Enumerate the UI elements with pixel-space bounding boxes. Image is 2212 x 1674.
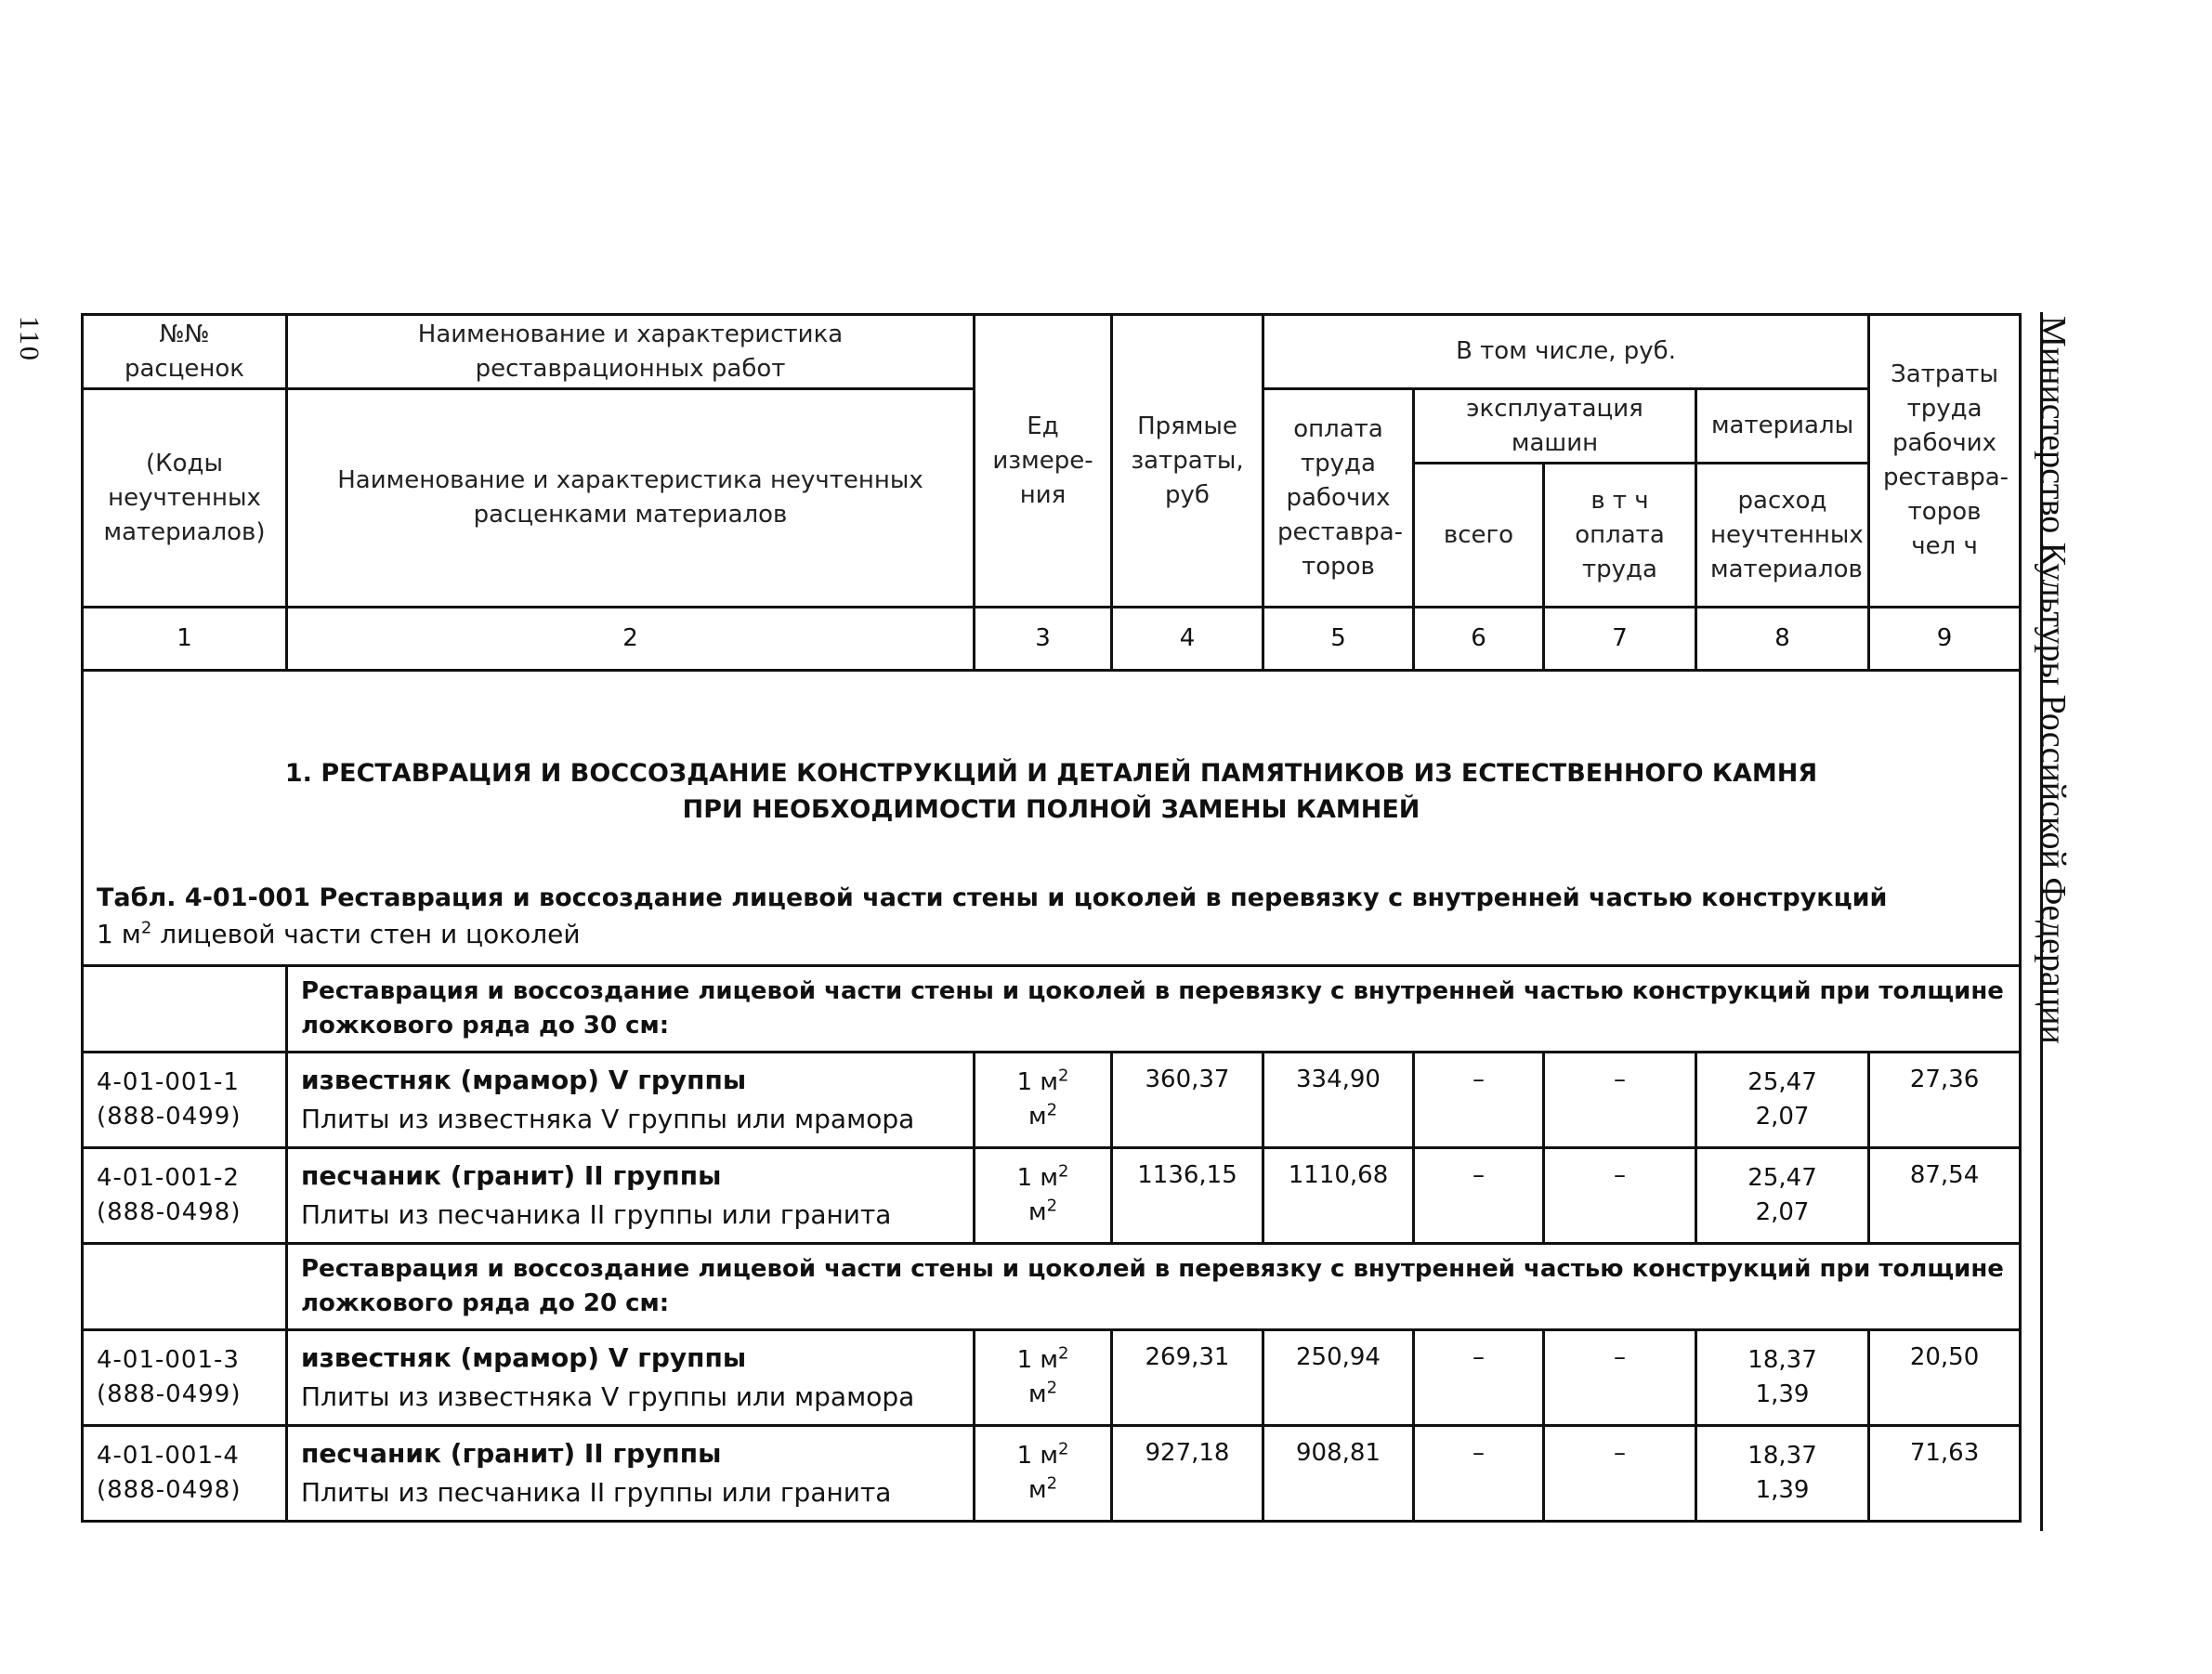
table-title: Табл. 4-01-001 Реставрация и воссоздание лицевой части стены и цоколей в перевязку с внутренней частью конструкций — [97, 883, 1888, 912]
rate-unit: 1 $м^2$ $м^2$ — [975, 1148, 1112, 1244]
header-codes: №№ расценок — [83, 315, 287, 389]
group-heading: Реставрация и воссоздание лицевой части стены и цоколей в перевязку с внутренней частью конструкций при толщине ложкового ряда до 20 см: — [287, 1244, 2021, 1330]
machines-labor: – — [1544, 1148, 1696, 1244]
direct-cost: 927,18 — [1112, 1426, 1263, 1522]
section-header — [83, 671, 2021, 966]
header-direct: Прямые затраты, руб — [1112, 315, 1263, 608]
machines-labor: – — [1544, 1426, 1696, 1522]
header-materials-usage: расход неучтенных материалов — [1696, 464, 1869, 608]
header-unit: Ед измере-ния — [975, 315, 1112, 608]
labor-cost: 908,81 — [1263, 1426, 1414, 1522]
header-works: Наименование и характеристика реставрационных работ — [287, 315, 975, 389]
table-unit: 1 $м^2$ лицевой части стен и цоколей — [97, 918, 581, 949]
labor-hours: 27,36 — [1869, 1053, 2021, 1148]
labor-cost: 334,90 — [1263, 1053, 1414, 1148]
header-group: В том числе, руб. — [1263, 315, 1869, 389]
header-hours: Затраты труда рабочих реставра-торов чел ч — [1869, 315, 2021, 608]
section-title: 1. РЕСТАВРАЦИЯ И ВОССОЗДАНИЕ КОНСТРУКЦИЙ И ДЕТАЛЕЙ ПАМЯТНИКОВ ИЗ ЕСТЕСТВЕННОГО КАМНЯ ПРИ НЕОБХОДИМОСТИ ПОЛНОЙ ЗАМЕНЫ КАМНЕЙ — [284, 759, 1818, 824]
group-spacer — [83, 1244, 287, 1330]
header-machines-labor: в т ч оплата труда — [1544, 464, 1696, 608]
header-machines: эксплуатация машин — [1414, 389, 1696, 464]
direct-cost: 360,37 — [1112, 1053, 1263, 1148]
column-number: 4 — [1112, 608, 1263, 671]
rate-unit: 1 $м^2$ $м^2$ — [975, 1053, 1112, 1148]
direct-cost: 269,31 — [1112, 1330, 1263, 1426]
labor-hours: 71,63 — [1869, 1426, 2021, 1522]
rate-code: 4-01-001-4 (888-0498) — [83, 1426, 287, 1522]
group-spacer — [83, 966, 287, 1053]
rate-code: 4-01-001-1 (888-0499) — [83, 1053, 287, 1148]
header-material-codes: (Коды неучтенных материалов) — [83, 389, 287, 608]
rate-name: песчаник (гранит) II группы Плиты из песчаника II группы или гранита — [287, 1148, 975, 1244]
rates-table — [81, 313, 2022, 1523]
column-number: 8 — [1696, 608, 1869, 671]
column-number: 1 — [83, 608, 287, 671]
labor-hours: 87,54 — [1869, 1148, 2021, 1244]
header-materials-names: Наименование и характеристика неучтенных расценками материалов — [287, 389, 975, 608]
labor-cost: 1110,68 — [1263, 1148, 1414, 1244]
materials-cost: 25,47 2,07 — [1696, 1148, 1869, 1244]
rate-unit: 1 $м^2$ $м^2$ — [975, 1426, 1112, 1522]
column-number: 2 — [287, 608, 975, 671]
rate-code: 4-01-001-2 (888-0498) — [83, 1148, 287, 1244]
direct-cost: 1136,15 — [1112, 1148, 1263, 1244]
side-title: Министерство Культуры Российской Федерации — [2034, 316, 2073, 1044]
column-number: 9 — [1869, 608, 2021, 671]
rate-code: 4-01-001-3 (888-0499) — [83, 1330, 287, 1426]
header-machines-total: всего — [1414, 464, 1544, 608]
group-heading: Реставрация и воссоздание лицевой части стены и цоколей в перевязку с внутренней частью конструкций при толщине ложкового ряда до 30 см: — [287, 966, 2021, 1053]
machines-labor: – — [1544, 1053, 1696, 1148]
materials-cost: 18,37 1,39 — [1696, 1330, 1869, 1426]
rate-unit: 1 $м^2$ $м^2$ — [975, 1330, 1112, 1426]
page-number: 110 — [14, 316, 45, 362]
machines-total: – — [1414, 1053, 1544, 1148]
materials-cost: 25,47 2,07 — [1696, 1053, 1869, 1148]
labor-hours: 20,50 — [1869, 1330, 2021, 1426]
labor-cost: 250,94 — [1263, 1330, 1414, 1426]
rate-name: песчаник (гранит) II группы Плиты из песчаника II группы или гранита — [287, 1426, 975, 1522]
materials-cost: 18,37 1,39 — [1696, 1426, 1869, 1522]
column-number: 6 — [1414, 608, 1544, 671]
column-number: 3 — [975, 608, 1112, 671]
column-number: 5 — [1263, 608, 1414, 671]
header-labor: оплата труда рабочих реставра-торов — [1263, 389, 1414, 608]
header-materials: материалы — [1696, 389, 1869, 464]
column-number: 7 — [1544, 608, 1696, 671]
rate-name: известняк (мрамор) V группы Плиты из известняка V группы или мрамора — [287, 1053, 975, 1148]
machines-total: – — [1414, 1148, 1544, 1244]
machines-labor: – — [1544, 1330, 1696, 1426]
rate-name: известняк (мрамор) V группы Плиты из известняка V группы или мрамора — [287, 1330, 975, 1426]
machines-total: – — [1414, 1426, 1544, 1522]
machines-total: – — [1414, 1330, 1544, 1426]
